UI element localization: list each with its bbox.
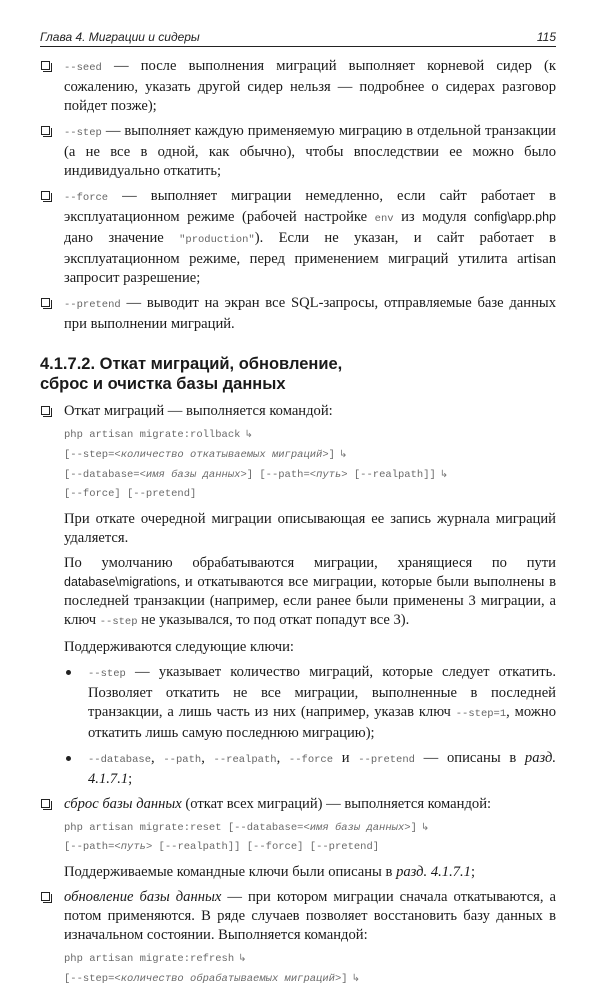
- option-description: — выполняет каждую применяемую миграцию в отдельной транзакции (а не все в одной, как обычно), чтобы впоследствии ее можно было индивидуально откатить;: [64, 123, 556, 179]
- option-key: --step: [64, 127, 102, 139]
- code-block-rollback: [64, 425, 556, 504]
- text: не указывался, то под откат попадут все 3).: [137, 612, 410, 628]
- code-text: [--database=<: [64, 469, 146, 481]
- code-text: > [--realpath]]: [341, 469, 436, 481]
- text: ;: [128, 771, 133, 787]
- option-key: --seed: [64, 62, 102, 74]
- list-item-pretend: [40, 294, 556, 334]
- checkbox-bullet-icon: [41, 126, 50, 135]
- code-text: > [--realpath]] [--force] [--pretend]: [145, 841, 380, 853]
- section-heading: [40, 354, 556, 394]
- inline-code: --step: [99, 616, 138, 628]
- inline-code: --pretend: [358, 754, 415, 766]
- line-continuation-icon: ↳: [420, 822, 430, 833]
- bullet-item-other-keys: [64, 749, 556, 789]
- option-description: дано значение: [64, 230, 180, 246]
- checkbox-bullet-icon: [41, 61, 50, 70]
- list-item-force: [40, 187, 556, 288]
- line-continuation-icon: ↳: [338, 449, 348, 460]
- chapter-title: Глава 4. Миграции и сидеры: [40, 30, 200, 44]
- heading-line-1: 4.1.7.2. Откат миграций, обновление,: [40, 355, 343, 373]
- text: , можно откатить лишь самую последнюю миграцию);: [88, 704, 556, 741]
- file-path: config\app.php: [473, 210, 556, 224]
- code-line: [64, 425, 556, 445]
- option-key: --force: [64, 192, 109, 204]
- code-block-reset: [64, 818, 556, 857]
- list-item-seed: [40, 57, 556, 116]
- code-placeholder: имя базы данных: [309, 822, 405, 834]
- code-placeholder: количество откатываемых миграций: [120, 449, 323, 461]
- text: ,: [151, 750, 164, 766]
- option-description: из модуля: [393, 209, 474, 225]
- text: — указывает количество миграций, которые следует откатить. Позволяет откатить не все миграции, выполненные в последней транзакции, а лишь часть из них (например, указав ключ: [88, 664, 556, 720]
- text: ,: [276, 750, 289, 766]
- code-placeholder: путь: [316, 469, 342, 481]
- page-number: 115: [536, 30, 556, 44]
- code-placeholder: количество обрабатываемых миграций: [120, 973, 335, 985]
- text: — при котором миграции сначала откатываются, а потом применяются. В ряде случаев позволяет восстановить базу данных в изначальном состоянии. Выполняется командой:: [64, 889, 556, 943]
- option-description: — после выполнения миграций выполняет корневой сидер (к сожалению, указать другой сидер нельзя — подробнее о сидерах разговор пойдет позже);: [64, 58, 556, 114]
- code-text: [--force] [--pretend]: [64, 488, 197, 500]
- inline-code: --path: [163, 754, 202, 766]
- page-body: [40, 57, 556, 989]
- code-text: php artisan migrate:rollback: [64, 429, 241, 441]
- line-continuation-icon: ↳: [244, 429, 253, 440]
- text: , и откатываются все миграции, которые были выполнены в последней транзакции (например, если ранее были применены 3 миграции, а ключ: [64, 574, 556, 628]
- paragraph: Поддерживаются следующие ключи:: [64, 639, 294, 655]
- bullet-item-step: [64, 663, 556, 743]
- text: ,: [201, 750, 214, 766]
- checkbox-bullet-icon: [41, 799, 50, 808]
- checkbox-bullet-icon: [41, 298, 50, 307]
- rollback-intro: Откат миграций — выполняется командой:: [64, 403, 333, 419]
- code-line: [64, 818, 556, 838]
- line-continuation-icon: ↳: [439, 469, 449, 480]
- code-line: [64, 465, 556, 485]
- option-description: — выполняет миграции немедленно, если сайт работает в эксплуатационном режиме (рабочей настройке: [64, 188, 556, 225]
- list-item-reset: [40, 795, 556, 882]
- paragraph: [64, 863, 556, 882]
- code-text: >] [--path=<: [240, 469, 317, 481]
- term: сброс базы данных: [64, 796, 182, 812]
- running-header: [40, 28, 556, 47]
- heading-line-2: сброс и очистка базы данных: [40, 375, 286, 393]
- list-item-refresh: [40, 888, 556, 989]
- book-page: [40, 28, 556, 993]
- code-text: >]: [404, 822, 417, 834]
- text: ;: [470, 864, 476, 880]
- bullet-dot-icon: [66, 756, 71, 761]
- code-line: [64, 445, 556, 465]
- section-reference-link[interactable]: разд. 4.1.7.1: [88, 750, 557, 787]
- inline-code: env: [374, 213, 394, 225]
- code-text: php artisan migrate:refresh: [64, 953, 235, 965]
- text: и: [333, 750, 359, 766]
- option-description: ). Если не указан, и сайт работает в эксплуатационном режиме, перед применением миграций утилита artisan запросит разрешение;: [64, 230, 556, 286]
- term: обновление базы данных: [64, 889, 222, 905]
- inline-code: "production": [179, 234, 255, 246]
- code-text: [--path=<: [64, 841, 121, 853]
- option-key: --pretend: [64, 299, 121, 311]
- text: Поддерживаемые командные ключи были описаны в: [64, 864, 397, 880]
- list-item-step: [40, 122, 556, 181]
- code-text: [--step=<: [64, 973, 121, 985]
- code-text: >]: [322, 449, 335, 461]
- code-line: [64, 838, 556, 857]
- paragraph: При откате очередной миграции описывающая ее запись журнала миграций удаляется.: [64, 511, 556, 546]
- code-text: >]: [334, 973, 348, 985]
- code-placeholder: имя базы данных: [145, 469, 241, 481]
- inline-code: --force: [288, 754, 334, 766]
- code-line: [64, 949, 556, 969]
- text: — описаны в: [414, 750, 525, 766]
- text: (откат всех миграций) — выполняется командой:: [181, 796, 492, 812]
- paragraph: [64, 554, 556, 632]
- section-reference-link[interactable]: разд. 4.1.7.1: [396, 864, 471, 880]
- code-placeholder: путь: [120, 841, 146, 853]
- line-continuation-icon: ↳: [351, 973, 360, 984]
- inline-code: --step: [88, 668, 126, 680]
- checkbox-bullet-icon: [41, 191, 50, 200]
- list-item-rollback: [40, 402, 556, 789]
- option-description: — выводит на экран все SQL-запросы, отправляемые базе данных при выполнении миграций.: [64, 295, 556, 332]
- bullet-dot-icon: [66, 670, 71, 675]
- checkbox-bullet-icon: [41, 406, 50, 415]
- inline-code: --database: [88, 754, 152, 766]
- code-text: [--step=<: [64, 449, 121, 461]
- line-continuation-icon: ↳: [238, 953, 247, 964]
- code-text: php artisan migrate:reset [--database=<: [64, 822, 310, 834]
- text: По умолчанию обрабатываются миграции, хранящиеся по пути: [64, 555, 556, 571]
- code-line: [64, 485, 556, 504]
- checkbox-bullet-icon: [41, 892, 50, 901]
- code-line: [64, 969, 556, 989]
- file-path: database\migrations: [64, 575, 177, 589]
- inline-code: --step=1: [455, 708, 507, 720]
- code-block-refresh: [64, 949, 556, 989]
- inline-code: --realpath: [213, 754, 277, 766]
